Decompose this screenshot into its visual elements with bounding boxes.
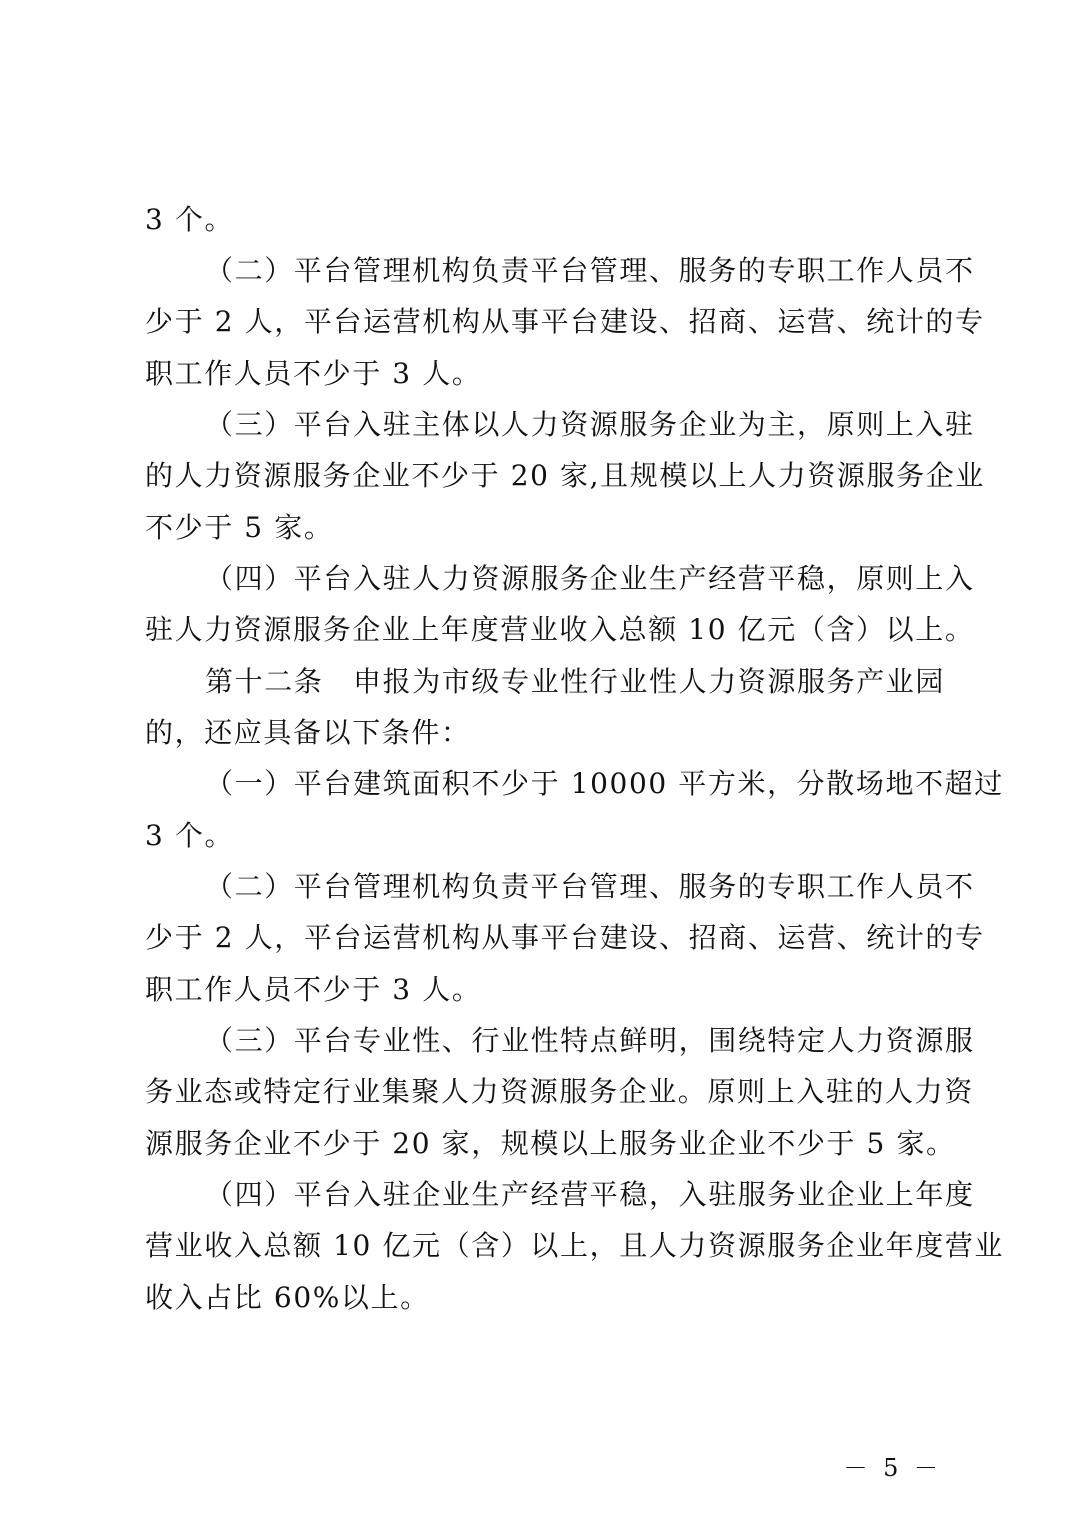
text-line: 3 个。: [145, 819, 235, 852]
text-line: 收入占比 60%以上。: [145, 1281, 430, 1314]
text-line: 不少于 5 家。: [145, 511, 334, 544]
text-line: （四）平台入驻企业生产经营平稳，入驻服务业企业上年度: [205, 1178, 975, 1211]
text-line: 驻人力资源服务企业上年度营业收入总额 10 亿元（含）以上。: [145, 613, 975, 646]
text-line: 的，还应具备以下条件：: [145, 716, 471, 749]
text-line: （三）平台入驻主体以人力资源服务企业为主，原则上入驻: [205, 408, 975, 441]
text-line: （一）平台建筑面积不少于 10000 平方米，分散场地不超过: [205, 767, 1004, 800]
text-line: （四）平台入驻人力资源服务企业生产经营平稳，原则上入: [205, 562, 975, 595]
text-line: 少于 2 人，平台运营机构从事平台建设、招商、运营、统计的专: [145, 921, 985, 954]
text-line: 第十二条 申报为市级专业性行业性人力资源服务产业园: [205, 665, 946, 698]
text-line: 务业态或特定行业集聚人力资源服务企业。原则上入驻的人力资: [145, 1075, 974, 1108]
text-line: 3 个。: [145, 203, 235, 236]
text-line: 少于 2 人，平台运营机构从事平台建设、招商、运营、统计的专: [145, 305, 985, 338]
text-line: （三）平台专业性、行业性特点鲜明，围绕特定人力资源服: [205, 1024, 975, 1057]
text-line: 职工作人员不少于 3 人。: [145, 973, 482, 1006]
text-line: （二）平台管理机构负责平台管理、服务的专职工作人员不: [205, 254, 975, 287]
text-line: （二）平台管理机构负责平台管理、服务的专职工作人员不: [205, 870, 975, 903]
text-line: 营业收入总额 10 亿元（含）以上，且人力资源服务企业年度营业: [145, 1229, 1005, 1262]
text-line: 的人力资源服务企业不少于 20 家,且规模以上人力资源服务企业: [145, 459, 985, 492]
text-line: 职工作人员不少于 3 人。: [145, 357, 482, 390]
text-line: 源服务企业不少于 20 家，规模以上服务业企业不少于 5 家。: [145, 1127, 956, 1160]
page-number: － 5 －: [843, 1454, 942, 1482]
